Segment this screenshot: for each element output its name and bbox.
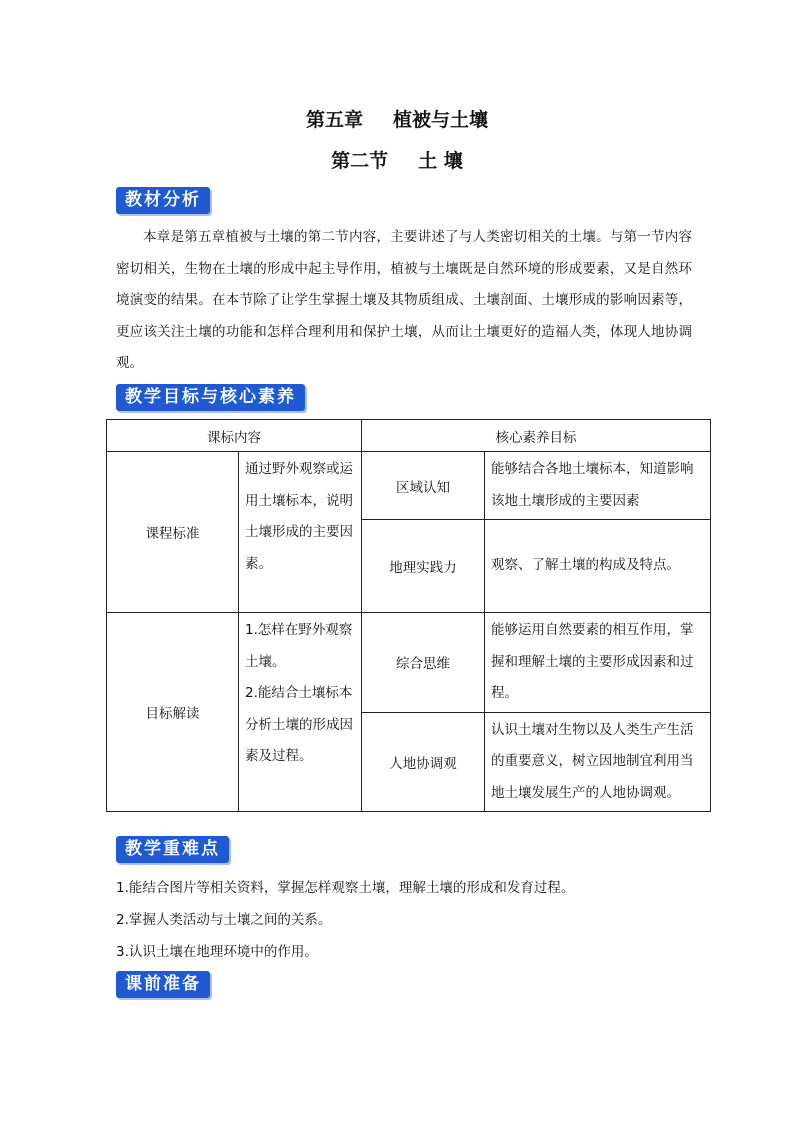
badge-key-points: 教学重难点 (116, 836, 229, 863)
key-point-item: 1.能结合图片等相关资料，掌握怎样观察土壤，理解土壤的形成和发育过程。 (116, 880, 575, 896)
chapter-title (0, 105, 794, 132)
competency-name: 区域认知 (362, 452, 485, 520)
row-label-interpretation: 目标解读 (107, 613, 239, 812)
competency-name: 人地协调观 (362, 712, 485, 812)
interpretation-item: 1.怎样在野外观察土壤。 (245, 622, 353, 670)
interpretation-item: 2.能结合土壤标本分析土壤的形成因素及过程。 (245, 685, 353, 764)
badge-prep: 课前准备 (116, 971, 210, 998)
row-label-standard: 课程标准 (107, 452, 239, 613)
competency-desc: 能够结合各地土壤标本，知道影响该地土壤形成的主要因素 (485, 452, 711, 520)
goals-table (106, 419, 711, 812)
section-number: 第二节 (331, 150, 389, 172)
key-point-item: 2.掌握人类活动与土壤之间的关系。 (116, 912, 332, 928)
badge-analysis: 教材分析 (116, 187, 210, 214)
header-standard: 课标内容 (107, 420, 362, 452)
competency-desc: 认识土壤对生物以及人类生产生活的重要意义，树立因地制宜利用当地土壤发展生产的人地协调观。 (485, 712, 711, 812)
competency-name: 地理实践力 (362, 520, 485, 613)
header-competency: 核心素养目标 (362, 420, 711, 452)
chapter-number: 第五章 (305, 109, 363, 131)
section-title (0, 146, 794, 173)
section-name: 土 壤 (418, 150, 463, 172)
competency-desc: 观察、了解土壤的构成及特点。 (485, 520, 711, 613)
chapter-name: 植被与土壤 (393, 109, 489, 131)
badge-goals: 教学目标与核心素养 (116, 384, 305, 411)
standard-content: 通过野外观察或运用土壤标本，说明土壤形成的主要因素。 (239, 452, 362, 613)
key-point-item: 3.认识土壤在地理环境中的作用。 (116, 944, 318, 960)
competency-name: 综合思维 (362, 613, 485, 713)
analysis-paragraph: 本章是第五章植被与土壤的第二节内容，主要讲述了与人类密切相关的土壤。与第一节内容密切相关，生物在土壤的形成中起主导作用，植被与土壤既是自然环境的形成要素，又是自然环境演变的结果。在本节除了让学生掌握土壤及其物质组成、土壤剖面、土壤形成的影响因素等，更应该关注土壤的功能和怎样合理利用和保护土壤，从而让土壤更好的造福人类，体现人地协调观。 (116, 229, 692, 371)
competency-desc: 能够运用自然要素的相互作用，掌握和理解土壤的主要形成因素和过程。 (485, 613, 711, 713)
interpretation-content (239, 613, 362, 812)
